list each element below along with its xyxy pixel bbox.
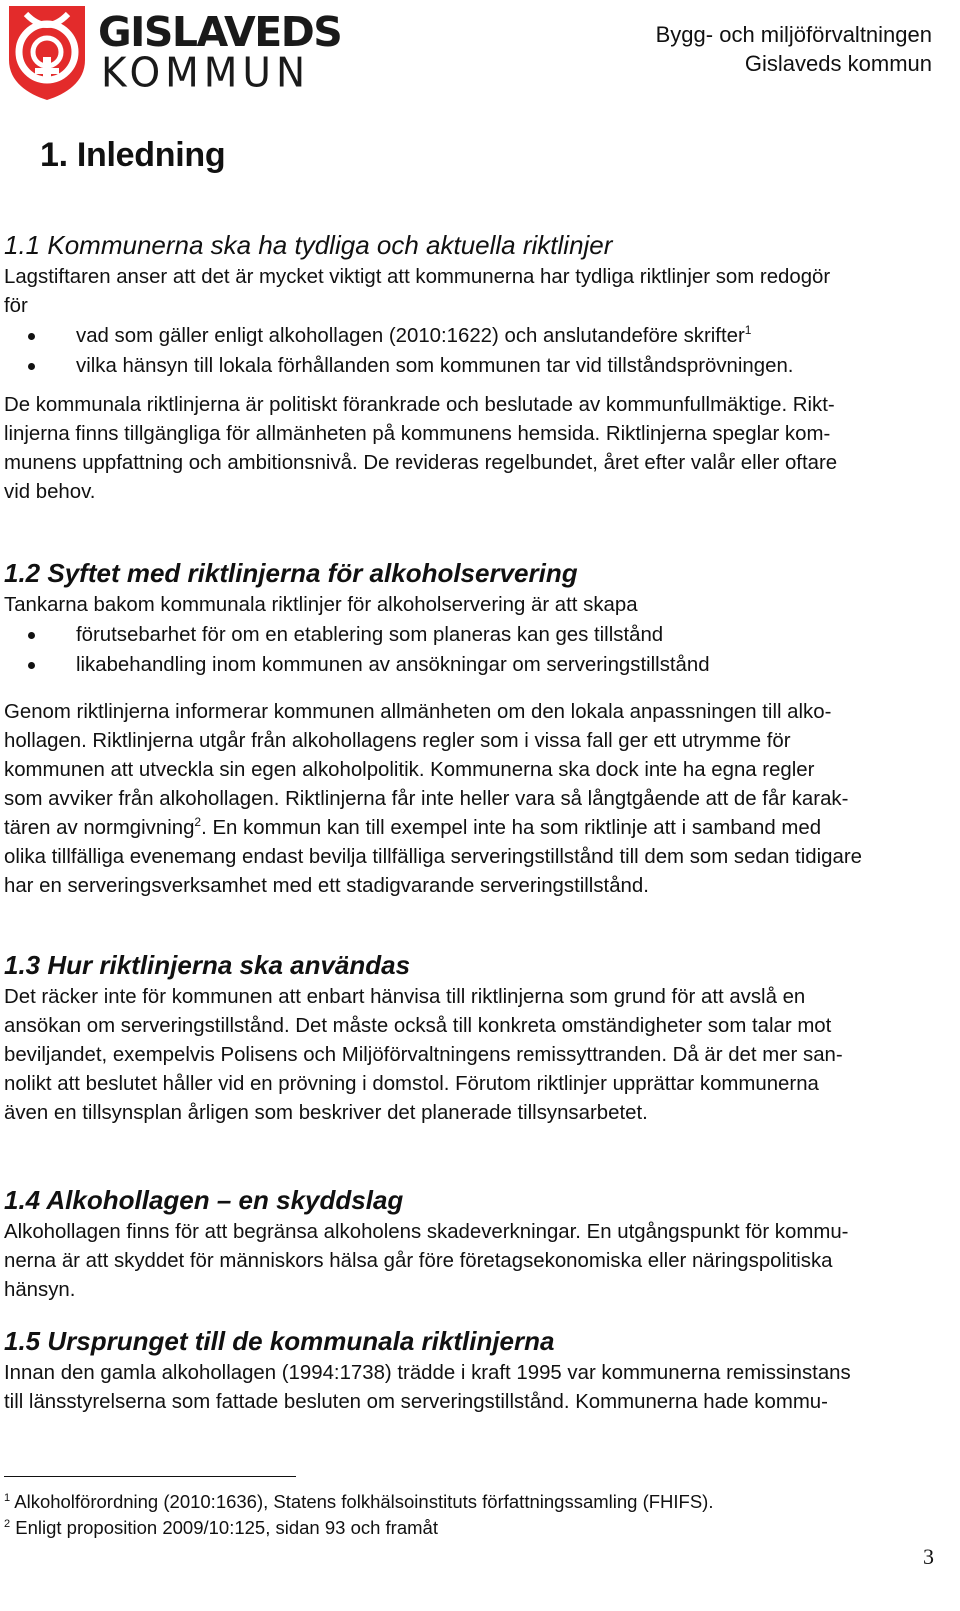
section-1-4 (4, 1182, 956, 1305)
section-1-5 (4, 1323, 956, 1417)
paragraph-line: hollagen. Riktlinjerna utgår från alkohollagens regler som i vissa fall ger ett utrymme för (4, 730, 791, 752)
section-heading: 1.3 Hur riktlinjerna ska användas (4, 950, 411, 980)
section-heading: 1.1 Kommunerna ska ha tydliga och aktuella riktlinjer (4, 230, 613, 260)
footnote-ref[interactable]: 2 (194, 815, 202, 830)
list-item: likabehandling inom kommunen av ansökningar om serveringstillstånd (4, 650, 956, 680)
footnote-2: $^2$ Enligt proposition 2009/10:125, sidan 93 och framåt (4, 1517, 438, 1538)
logo-name: GISLAVEDS (98, 8, 342, 56)
paragraph-line: tären av normgivning$^2$. En kommun kan till exempel inte ha som riktlinje att i samband med (4, 815, 822, 839)
list-item: vad som gäller enligt alkohollagen (2010:1622) och anslutandeföre skrifter$^1$ (4, 321, 956, 351)
page-number: 3 (923, 1544, 934, 1569)
section-1-2 (4, 555, 956, 901)
paragraph-line: Tankarna bakom kommunala riktlinjer för alkoholservering är att skapa (4, 594, 638, 616)
paragraph-line: nolikt att beslutet håller vid en prövning i domstol. Förutom riktlinjer upprättar kommunerna (4, 1073, 819, 1095)
section-heading: 1.4 Alkohollagen – en skyddslag (4, 1185, 404, 1215)
list-item: vilka hänsyn till lokala förhållanden som kommunen tar vid tillståndsprövningen. (4, 351, 956, 381)
paragraph-line: linjerna finns tillgängliga för allmänheten på kommunens hemsida. Riktlinjerna speglar kom- (4, 423, 831, 445)
municipality-logo (4, 2, 344, 102)
section-heading: 1.5 Ursprunget till de kommunala riktlinjerna (4, 1326, 555, 1356)
coat-of-arms-icon (4, 2, 90, 102)
footnote-ref[interactable]: 1 (744, 323, 752, 338)
paragraph-line: Alkohollagen finns för att begränsa alkoholens skadeverkningar. En utgångspunkt för kommu- (4, 1221, 849, 1243)
header-organization (656, 20, 932, 78)
chapter-title: 1. Inledning (40, 136, 226, 174)
paragraph (4, 391, 956, 507)
paragraph-line: Lagstiftaren anser att det är mycket viktigt att kommunerna har tydliga riktlinjer som redogör (4, 266, 831, 288)
organization-name: Gislaveds kommun (744, 51, 932, 76)
logo-subtitle: KOMMUN (101, 49, 311, 98)
footnote-separator (4, 1476, 296, 1477)
paragraph-line: kommunen att utveckla sin egen alkoholpolitik. Kommunerna ska dock inte ha egna regler (4, 759, 815, 781)
paragraph-line: som avviker från alkohollagen. Riktlinjerna får inte heller vara så långtgående att de får karak- (4, 788, 849, 810)
paragraph-line: Innan den gamla alkohollagen (1994:1738) trädde i kraft 1995 var kommunerna remissinstans (4, 1362, 851, 1384)
paragraph-line: munens uppfattning och ambitionsnivå. De revideras regelbundet, året efter valår eller oftare (4, 452, 838, 474)
paragraph-line: har en serveringsverksamhet med ett stadigvarande serveringstillstånd. (4, 875, 649, 897)
document-body (4, 130, 956, 1417)
paragraph-line: nerna är att skyddet för människors hälsa går före företagsekonomiska eller näringspolitiska (4, 1250, 833, 1272)
section-heading: 1.2 Syftet med riktlinjerna för alkoholservering (4, 558, 578, 588)
paragraph-line: ansökan om serveringstillstånd. Det måste också till konkreta omständigheter som talar mot (4, 1015, 832, 1037)
paragraph-line: till länsstyrelserna som fattade besluten om serveringstillstånd. Kommunerna hade kommu- (4, 1391, 828, 1413)
paragraph (4, 698, 956, 901)
paragraph-line: vid behov. (4, 481, 96, 503)
paragraph-line: även en tillsynsplan årligen som beskriver det planerade tillsynsarbetet. (4, 1102, 648, 1124)
paragraph-line: Genom riktlinjerna informerar kommunen allmänheten om den lokala anpassningen till alko- (4, 701, 832, 723)
paragraph-line: beviljandet, exempelvis Polisens och Miljöförvaltningens remissyttranden. Då är det mer san- (4, 1044, 843, 1066)
bullet-list (4, 620, 956, 680)
department-name: Bygg- och miljöförvaltningen (655, 22, 932, 47)
paragraph-line: hänsyn. (4, 1279, 76, 1301)
footnotes (4, 1489, 904, 1541)
paragraph-line: Det räcker inte för kommunen att enbart hänvisa till riktlinjerna som grund för att avslå en (4, 986, 806, 1008)
footnote-1: $^1$ Alkoholförordning (2010:1636), Statens folkhälsoinstituts författningssamling (FHIFS). (4, 1491, 714, 1512)
list-item: förutsebarhet för om en etablering som planeras kan ges tillstånd (4, 620, 956, 650)
paragraph-line: De kommunala riktlinjerna är politiskt förankrade och beslutade av kommunfullmäktige. Rikt- (4, 394, 835, 416)
paragraph-line: för (4, 295, 28, 317)
paragraph-line: olika tillfälliga evenemang endast bevilja tillfälliga serveringstillstånd till dem som sedan tidigare (4, 846, 862, 868)
section-1-3 (4, 947, 956, 1128)
section-1-1 (4, 227, 956, 507)
bullet-list (4, 321, 956, 381)
